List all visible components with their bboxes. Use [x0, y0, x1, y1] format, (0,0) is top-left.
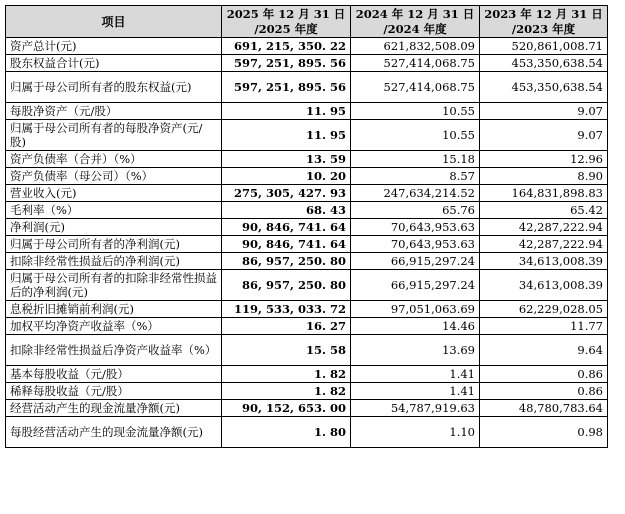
- value-2023: 11.77: [480, 318, 608, 335]
- value-2024: 621,832,508.09: [351, 38, 480, 55]
- value-2024: 70,643,953.63: [351, 219, 480, 236]
- table-row: [6, 366, 608, 383]
- row-label: 稀释每股收益（元/股）: [6, 383, 222, 400]
- value-2023: 42,287,222.94: [480, 219, 608, 236]
- header-2025-date: 2025 年 12 月 31 日: [226, 6, 346, 21]
- row-label: 扣除非经常性损益后净资产收益率（%）: [6, 335, 222, 366]
- table-row: [6, 301, 608, 318]
- table-row: [6, 38, 608, 55]
- row-label: 净利润(元): [6, 219, 222, 236]
- value-2025: 119, 533, 033. 72: [222, 301, 351, 318]
- table-row: [6, 185, 608, 202]
- value-2023: 453,350,638.54: [480, 72, 608, 103]
- value-2023: 9.07: [480, 103, 608, 120]
- value-2024: 14.46: [351, 318, 480, 335]
- header-2023-year: /2023 年度: [511, 21, 576, 36]
- table-row: [6, 202, 608, 219]
- value-2024: 66,915,297.24: [351, 253, 480, 270]
- table-row: [6, 219, 608, 236]
- value-2025: 90, 152, 653. 00: [222, 400, 351, 417]
- financial-indicators-table: [5, 5, 608, 448]
- table-row: [6, 103, 608, 120]
- table-header-row: [6, 6, 608, 38]
- value-2023: 9.07: [480, 120, 608, 151]
- row-label: 毛利率（%）: [6, 202, 222, 219]
- table-row: [6, 72, 608, 103]
- value-2024: 97,051,063.69: [351, 301, 480, 318]
- table-row: [6, 417, 608, 448]
- value-2024: 70,643,953.63: [351, 236, 480, 253]
- row-label: 基本每股收益（元/股）: [6, 366, 222, 383]
- value-2024: 10.55: [351, 103, 480, 120]
- row-label: 归属于母公司所有者的每股净资产(元/股): [6, 120, 222, 151]
- row-label: 资产负债率（合并）（%）: [6, 151, 222, 168]
- row-label: 扣除非经常性损益后的净利润(元): [6, 253, 222, 270]
- value-2025: 86, 957, 250. 80: [222, 253, 351, 270]
- value-2025: 90, 846, 741. 64: [222, 219, 351, 236]
- row-label: 营业收入(元): [6, 185, 222, 202]
- row-label: 经营活动产生的现金流量净额(元): [6, 400, 222, 417]
- row-label: 资产总计(元): [6, 38, 222, 55]
- value-2025: 68. 43: [222, 202, 351, 219]
- table-row: [6, 55, 608, 72]
- value-2023: 9.64: [480, 335, 608, 366]
- value-2023: 34,613,008.39: [480, 253, 608, 270]
- value-2025: 691, 215, 350. 22: [222, 38, 351, 55]
- value-2023: 520,861,008.71: [480, 38, 608, 55]
- value-2023: 12.96: [480, 151, 608, 168]
- value-2025: 1. 80: [222, 417, 351, 448]
- value-2024: 527,414,068.75: [351, 72, 480, 103]
- value-2023: 42,287,222.94: [480, 236, 608, 253]
- value-2023: 65.42: [480, 202, 608, 219]
- value-2025: 11. 95: [222, 120, 351, 151]
- row-label: 息税折旧摊销前利润(元): [6, 301, 222, 318]
- table-row: [6, 151, 608, 168]
- value-2025: 11. 95: [222, 103, 351, 120]
- value-2023: 164,831,898.83: [480, 185, 608, 202]
- table-row: [6, 120, 608, 151]
- header-2025: [222, 6, 351, 38]
- header-item: 项目: [6, 6, 222, 38]
- table-row: [6, 335, 608, 366]
- table-row: [6, 168, 608, 185]
- value-2023: 8.90: [480, 168, 608, 185]
- value-2024: 1.41: [351, 383, 480, 400]
- value-2024: 8.57: [351, 168, 480, 185]
- row-label: 资产负债率（母公司）（%）: [6, 168, 222, 185]
- value-2023: 62,229,028.05: [480, 301, 608, 318]
- value-2023: 34,613,008.39: [480, 270, 608, 301]
- value-2024: 54,787,919.63: [351, 400, 480, 417]
- header-2024-date: 2024 年 12 月 31 日: [355, 6, 475, 21]
- value-2024: 15.18: [351, 151, 480, 168]
- value-2023: 453,350,638.54: [480, 55, 608, 72]
- value-2025: 10. 20: [222, 168, 351, 185]
- row-label: 每股净资产（元/股）: [6, 103, 222, 120]
- value-2023: 0.98: [480, 417, 608, 448]
- value-2025: 15. 58: [222, 335, 351, 366]
- table-row: [6, 318, 608, 335]
- value-2025: 1. 82: [222, 383, 351, 400]
- table-row: [6, 383, 608, 400]
- value-2024: 10.55: [351, 120, 480, 151]
- value-2024: 65.76: [351, 202, 480, 219]
- value-2024: 66,915,297.24: [351, 270, 480, 301]
- value-2024: 527,414,068.75: [351, 55, 480, 72]
- value-2025: 275, 305, 427. 93: [222, 185, 351, 202]
- value-2025: 597, 251, 895. 56: [222, 72, 351, 103]
- value-2023: 0.86: [480, 383, 608, 400]
- table-row: [6, 400, 608, 417]
- value-2025: 16. 27: [222, 318, 351, 335]
- financial-table-container: [5, 5, 608, 448]
- row-label: 每股经营活动产生的现金流量净额(元): [6, 417, 222, 448]
- row-label: 加权平均净资产收益率（%）: [6, 318, 222, 335]
- table-row: [6, 253, 608, 270]
- value-2024: 247,634,214.52: [351, 185, 480, 202]
- value-2025: 86, 957, 250. 80: [222, 270, 351, 301]
- row-label: 归属于母公司所有者的股东权益(元): [6, 72, 222, 103]
- row-label: 归属于母公司所有者的净利润(元): [6, 236, 222, 253]
- row-label: 归属于母公司所有者的扣除非经常性损益后的净利润(元): [6, 270, 222, 301]
- value-2024: 13.69: [351, 335, 480, 366]
- value-2023: 0.86: [480, 366, 608, 383]
- value-2025: 90, 846, 741. 64: [222, 236, 351, 253]
- value-2025: 597, 251, 895. 56: [222, 55, 351, 72]
- table-row: [6, 270, 608, 301]
- value-2025: 13. 59: [222, 151, 351, 168]
- header-2024: [351, 6, 480, 38]
- value-2024: 1.41: [351, 366, 480, 383]
- row-label: 股东权益合计(元): [6, 55, 222, 72]
- table-row: [6, 236, 608, 253]
- header-2023-date: 2023 年 12 月 31 日: [484, 6, 603, 21]
- value-2023: 48,780,783.64: [480, 400, 608, 417]
- header-2025-year: /2025 年度: [254, 21, 318, 36]
- header-2024-year: /2024 年度: [383, 21, 447, 36]
- value-2025: 1. 82: [222, 366, 351, 383]
- value-2024: 1.10: [351, 417, 480, 448]
- header-2023: [480, 6, 608, 38]
